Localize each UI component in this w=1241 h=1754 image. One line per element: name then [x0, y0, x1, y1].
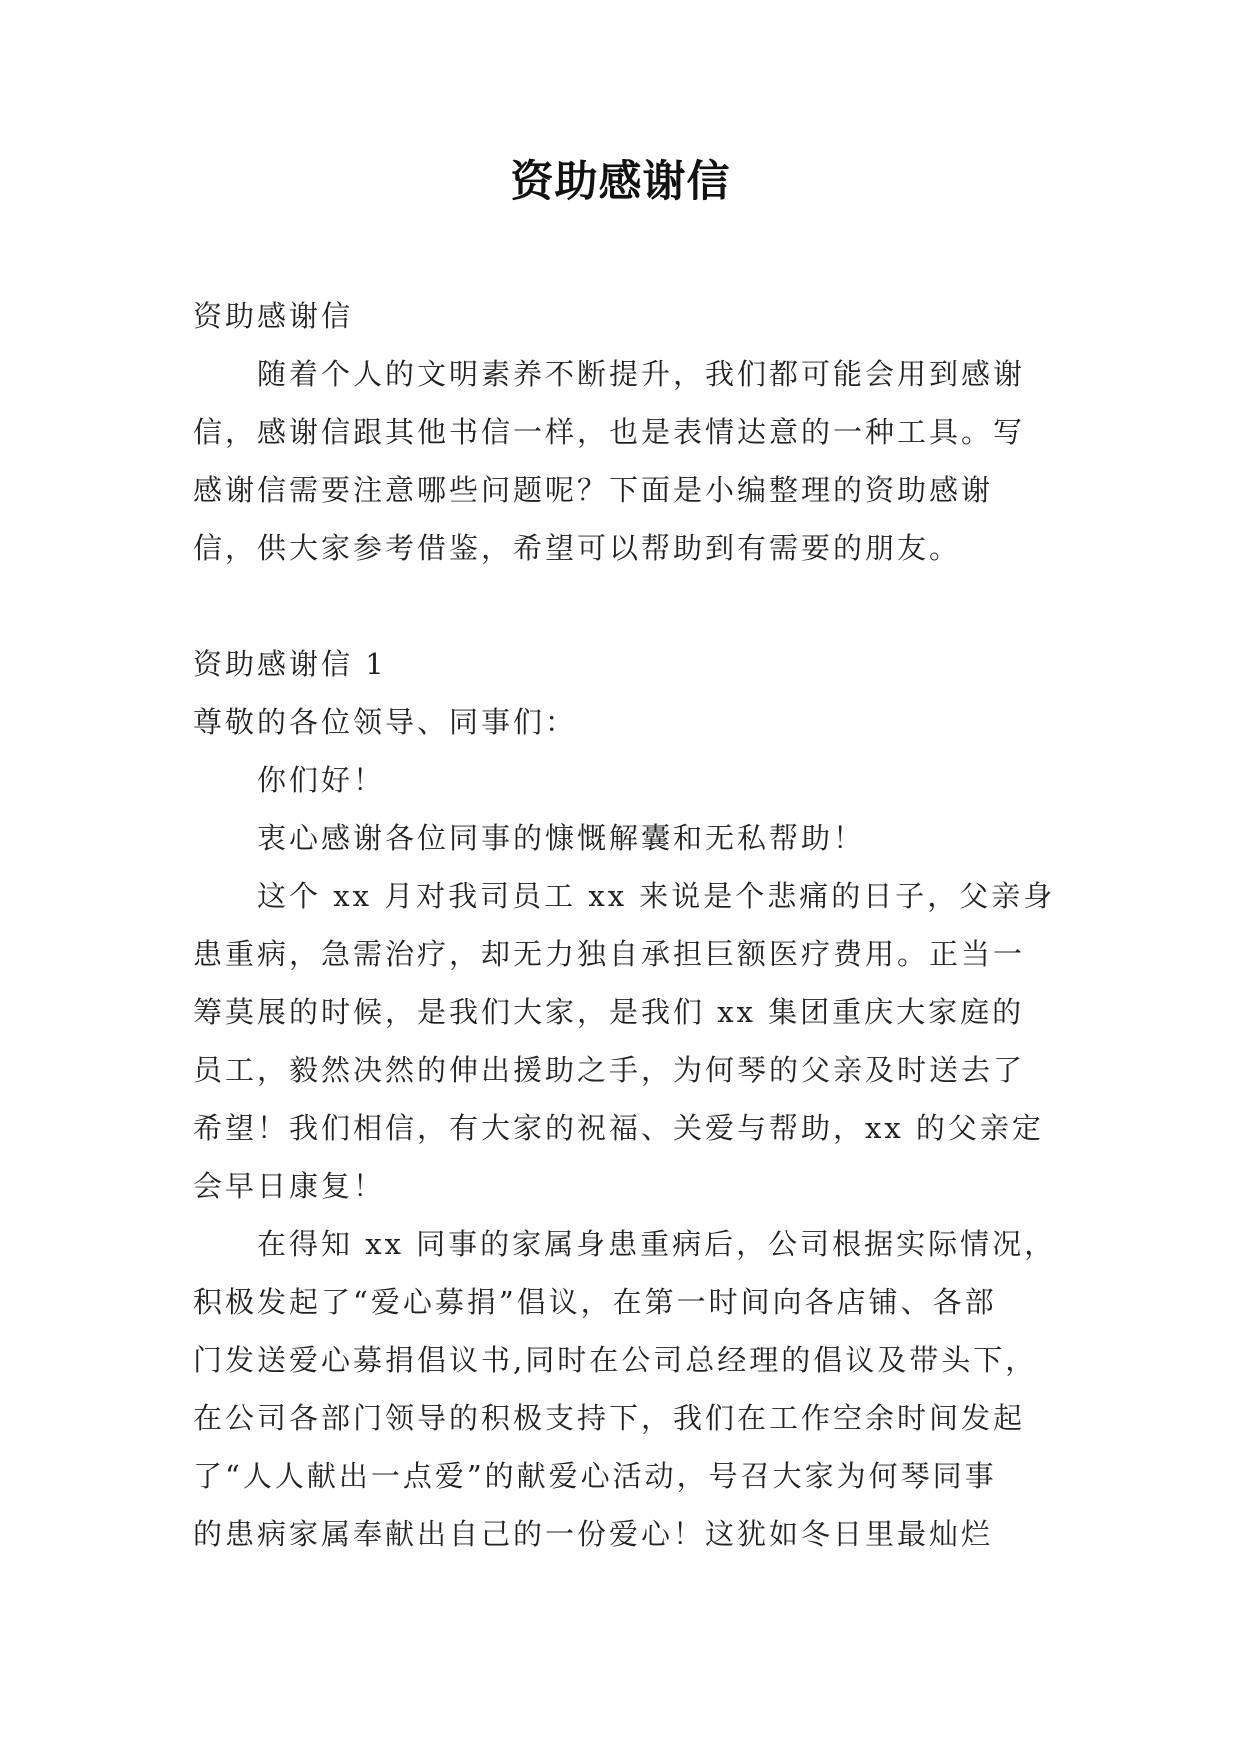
section-heading: 资助感谢信 1: [193, 647, 387, 681]
paragraph-line: 随着个人的文明素养不断提升，我们都可能会用到感谢: [257, 357, 1026, 391]
paragraph-line: 希望！我们相信，有大家的祝福、关爱与帮助，xx 的父亲定: [193, 1111, 1044, 1145]
paragraph-line: 在公司各部门领导的积极支持下，我们在工作空余时间发起: [193, 1401, 1026, 1435]
paragraph-line: 的患病家属奉献出自己的一份爱心！这犹如冬日里最灿烂: [193, 1517, 994, 1551]
document-body: [193, 287, 1055, 1563]
section-heading: 资助感谢信: [193, 299, 354, 333]
salutation: 尊敬的各位领导、同事们：: [193, 705, 578, 739]
paragraph-line: 会早日康复！: [193, 1169, 386, 1203]
paragraph-spacer: [193, 577, 1055, 635]
paragraph-line: 衷心感谢各位同事的慷慨解囊和无私帮助！: [257, 821, 866, 855]
paragraph-line: 在得知 xx 同事的家属身患重病后，公司根据实际情况，: [257, 1227, 1057, 1261]
paragraph-line: 筹莫展的时候，是我们大家，是我们 xx 集团重庆大家庭的: [193, 995, 1025, 1029]
paragraph-line: 感谢信需要注意哪些问题呢？下面是小编整理的资助感谢: [193, 473, 994, 507]
paragraph-line: 积极发起了“爱心募捐”倡议，在第一时间向各店铺、各部: [193, 1285, 997, 1319]
paragraph-line: 患重病，急需治疗，却无力独自承担巨额医疗费用。正当一: [193, 937, 1026, 971]
greeting: 你们好！: [257, 763, 386, 797]
paragraph-line: 信，感谢信跟其他书信一样，也是表情达意的一种工具。写: [193, 415, 1026, 449]
document-title: 资助感谢信: [510, 157, 731, 207]
paragraph-line: 门发送爱心募捐倡议书,同时在公司总经理的倡议及带头下，: [193, 1343, 1038, 1377]
paragraph-line: 员工，毅然决然的伸出援助之手，为何琴的父亲及时送去了: [193, 1053, 1026, 1087]
paragraph-line: 这个 xx 月对我司员工 xx 来说是个悲痛的日子，父亲身: [257, 879, 1056, 913]
paragraph-line: 信，供大家参考借鉴，希望可以帮助到有需要的朋友。: [193, 531, 962, 565]
paragraph-line: 了“人人献出一点爱”的献爱心活动，号召大家为何琴同事: [193, 1459, 997, 1493]
